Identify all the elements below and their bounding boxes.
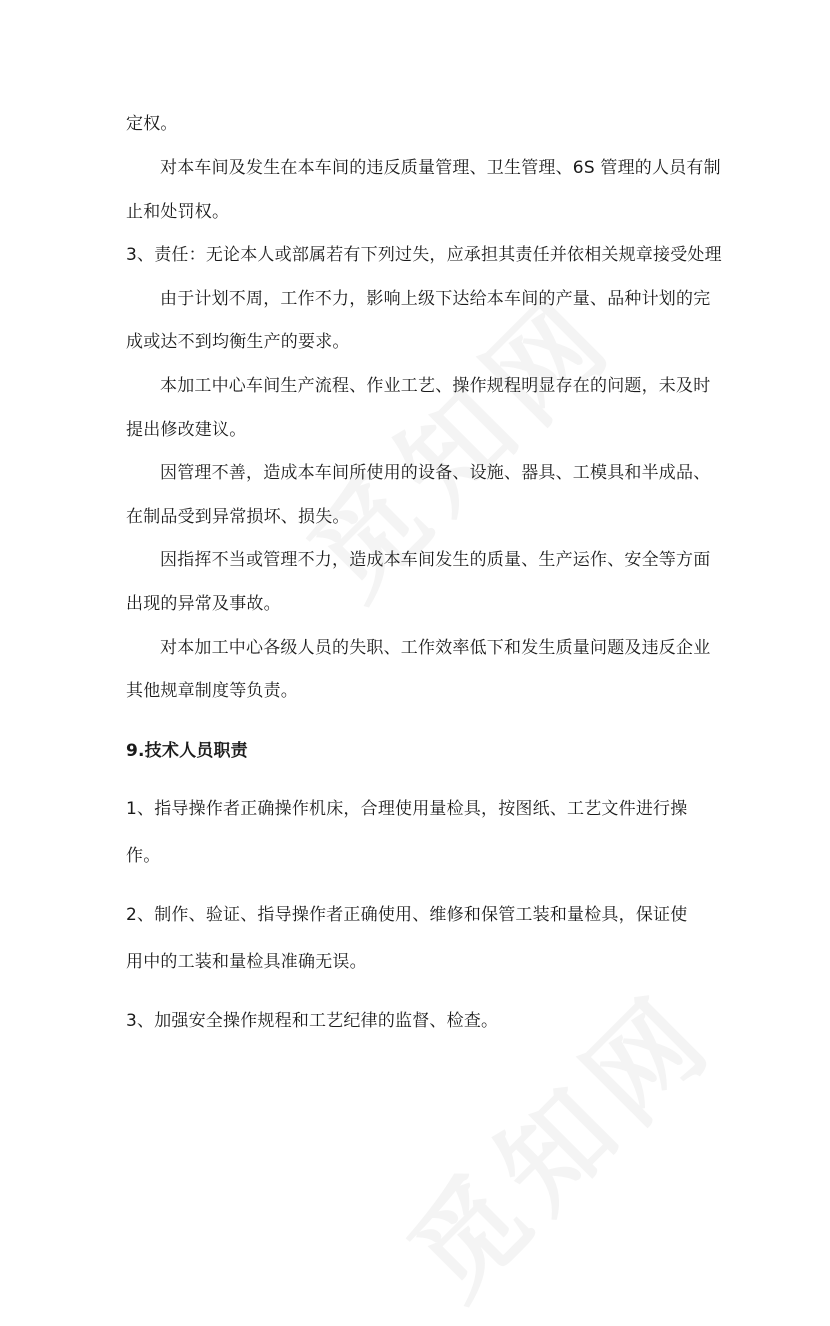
list-item-line: 用中的工装和量检具准确无误。 [126, 952, 367, 972]
paragraph-line: 由于计划不周，工作不力，影响上级下达给本车间的产量、品种计划的完 [160, 289, 711, 309]
list-item-line: 1、指导操作者正确操作机床，合理使用量检具，按图纸、工艺文件进行操 [126, 799, 688, 819]
list-item-line: 作。 [126, 846, 161, 866]
list-item-line: 3、加强安全操作规程和工艺纪律的监督、检查。 [126, 1011, 499, 1031]
paragraph-line: 对本车间及发生在本车间的违反质量管理、卫生管理、6S 管理的人员有制 [160, 158, 721, 178]
paragraph-line: 因指挥不当或管理不力，造成本车间发生的质量、生产运作、安全等方面 [160, 550, 711, 570]
list-item-line: 2、制作、验证、指导操作者正确使用、维修和保管工装和量检具，保证使 [126, 905, 688, 925]
paragraph-line: 因管理不善，造成本车间所使用的设备、设施、器具、工模具和半成品、 [160, 463, 711, 483]
paragraph-line: 对本加工中心各级人员的失职、工作效率低下和发生质量问题及违反企业 [160, 638, 711, 658]
paragraph-line: 成或达不到均衡生产的要求。 [126, 332, 350, 352]
paragraph-line: 止和处罚权。 [126, 202, 230, 222]
section-heading: 9.技术人员职责 [126, 741, 248, 761]
paragraph-line: 出现的异常及事故。 [126, 594, 281, 614]
paragraph-line: 本加工中心车间生产流程、作业工艺、操作规程明显存在的问题，未及时 [160, 376, 711, 396]
paragraph-line: 其他规章制度等负责。 [126, 681, 298, 701]
paragraph-line: 在制品受到异常损坏、损失。 [126, 507, 350, 527]
watermark-lower [369, 952, 744, 1326]
paragraph-line: 提出修改建议。 [126, 420, 247, 440]
paragraph-line: 定权。 [126, 114, 178, 134]
paragraph-line: 3、责任：无论本人或部属若有下列过失，应承担其责任并依相关规章接受处理 [126, 245, 722, 265]
